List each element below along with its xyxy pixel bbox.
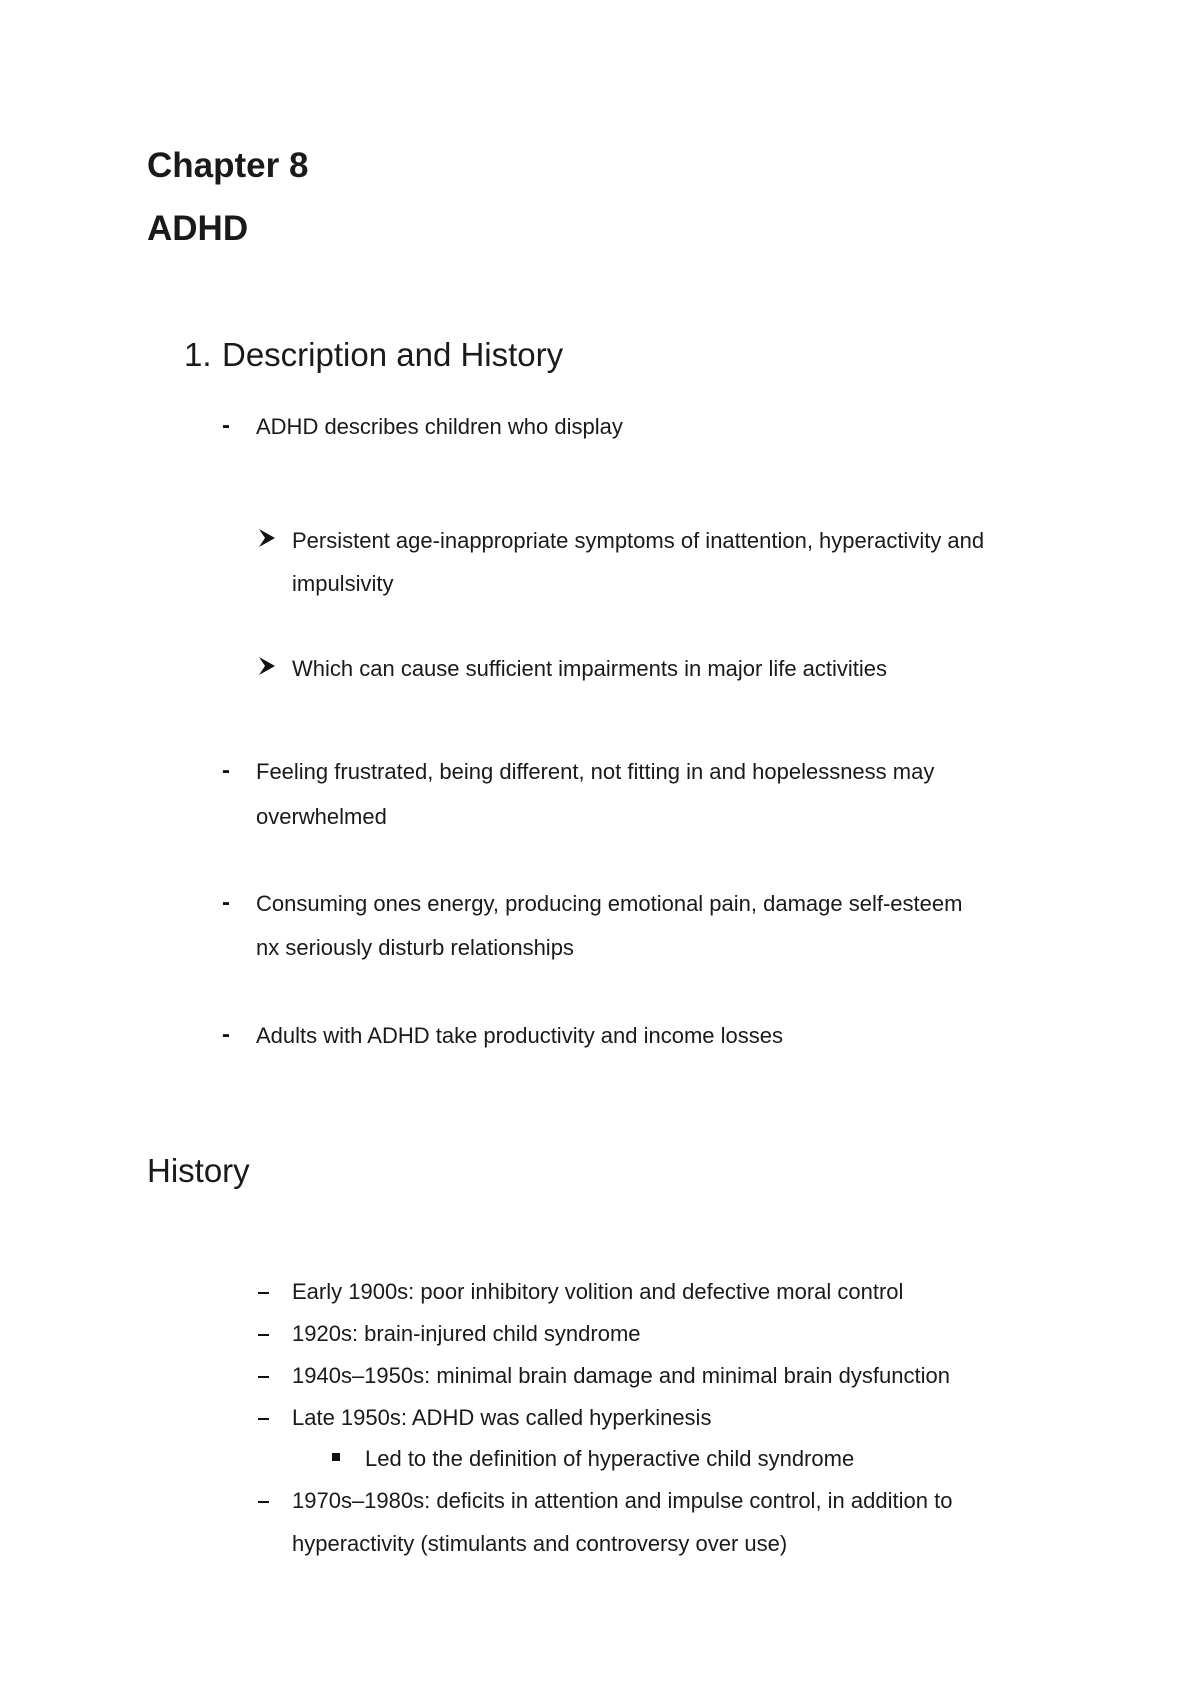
dash-bullet: - xyxy=(222,757,230,784)
history-item: Early 1900s: poor inhibitory volition and defective moral control xyxy=(292,1279,904,1304)
list-item: Adults with ADHD take productivity and income losses xyxy=(256,1023,784,1048)
dash-bullet xyxy=(258,1292,269,1294)
topic-title: ADHD xyxy=(147,209,249,248)
list-item-continuation: impulsivity xyxy=(292,571,394,596)
history-item: Late 1950s: ADHD was called hyperkinesis xyxy=(292,1405,712,1430)
history-heading: History xyxy=(147,1152,250,1189)
history-subitem: Led to the definition of hyperactive child syndrome xyxy=(365,1446,855,1471)
section-number: 1. xyxy=(184,336,212,373)
list-item: Feeling frustrated, being different, not fitting in and hopelessness may xyxy=(256,759,935,784)
list-item: Which can cause sufficient impairments in major life activities xyxy=(292,656,888,681)
history-item: 1940s–1950s: minimal brain damage and minimal brain dysfunction xyxy=(292,1363,950,1388)
dash-bullet: - xyxy=(222,889,230,916)
list-item: Persistent age-inappropriate symptoms of inattention, hyperactivity and xyxy=(292,528,985,553)
dash-bullet: - xyxy=(222,412,230,439)
list-item-continuation: overwhelmed xyxy=(256,804,387,829)
list-item: ADHD describes children who display xyxy=(256,414,623,439)
chapter-title: Chapter 8 xyxy=(147,146,309,185)
list-item: Consuming ones energy, producing emotional pain, damage self-esteem xyxy=(256,891,963,916)
dash-bullet xyxy=(258,1376,269,1378)
dash-bullet xyxy=(258,1334,269,1336)
list-item-continuation: nx seriously disturb relationships xyxy=(256,935,574,960)
history-item: 1920s: brain-injured child syndrome xyxy=(292,1321,641,1346)
chevron-bullet-icon xyxy=(257,528,277,548)
dash-bullet: - xyxy=(222,1021,230,1048)
history-item-continuation: hyperactivity (stimulants and controversy over use) xyxy=(292,1531,788,1556)
chevron-bullet-icon xyxy=(257,656,277,676)
dash-bullet xyxy=(258,1418,269,1420)
square-bullet-icon xyxy=(332,1453,340,1461)
section-title: Description and History xyxy=(222,336,564,373)
history-item: 1970s–1980s: deficits in attention and impulse control, in addition to xyxy=(292,1488,953,1513)
dash-bullet xyxy=(258,1501,269,1503)
